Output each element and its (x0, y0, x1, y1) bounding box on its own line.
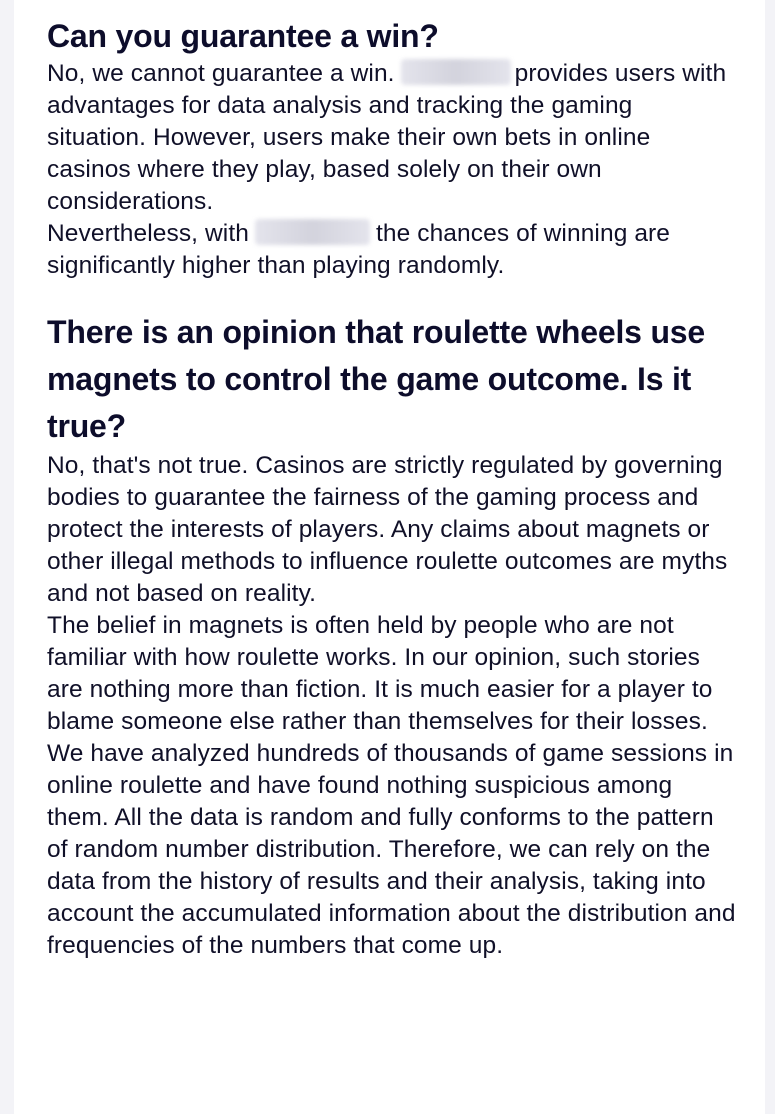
answer-text: Nevertheless, with (47, 220, 249, 247)
faq-question-guarantee: Can you guarantee a win? (47, 18, 439, 54)
faq-item-guarantee (47, 14, 737, 282)
faq-answer-magnets-paragraph-2: The belief in magnets is often held by people who are not familiar with how roulette works. In our opinion, such stories are nothing more than fiction. It is much easier for a player to blame someone else rather than themselves for their losses. (47, 612, 713, 735)
answer-text: No, we cannot guarantee a win. (47, 60, 395, 87)
blurred-brand-name (255, 219, 370, 245)
faq-content (47, 14, 737, 962)
faq-answer-magnets-paragraph-3: We have analyzed hundreds of thousands of game sessions in online roulette and have found nothing suspicious among them. All the data is random and fully conforms to the pattern of random number distribution. Therefore, we can rely on the data from the history of results and their analysis, taking into account the accumulated information about the distribution and frequencies of the numbers that come up. (47, 740, 736, 959)
blurred-brand-name (401, 59, 511, 85)
faq-answer-guarantee-paragraph-1 (47, 58, 737, 218)
faq-question-magnets: There is an opinion that roulette wheels use magnets to control the game outcome. Is it true? (47, 314, 705, 444)
faq-answer-guarantee-paragraph-2 (47, 218, 737, 282)
faq-answer-magnets-paragraph-1: No, that's not true. Casinos are strictly regulated by governing bodies to guarantee the fairness of the gaming process and protect the interests of players. Any claims about magnets or other illegal methods to influence roulette outcomes are myths and not based on reality. (47, 452, 728, 607)
answer-text: provides users with advantages for data analysis and tracking the gaming situation. However, users make their own bets in online casinos where they play, based solely on their own considerations. (47, 60, 727, 215)
answer-text: the chances of winning are significantly higher than playing randomly. (47, 220, 671, 279)
faq-item-magnets (47, 309, 737, 962)
